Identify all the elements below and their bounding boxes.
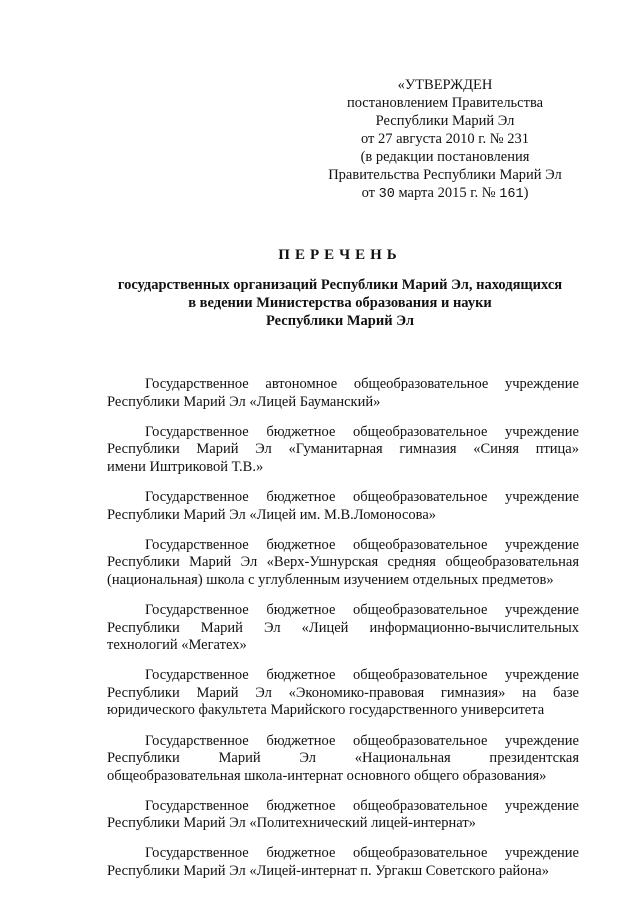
list-item-line: Республики Марий Эл «Лицей-интернат п. Ургакш Советского района» [107,863,549,880]
approval-day-value: 30 [378,187,395,202]
list-item-line: Государственное бюджетное общеобразовательное учреждение [145,423,579,440]
approval-line-2: постановлением Правительства [346,95,544,111]
approval-line-4: от 27 августа 2010 г. № 231 [360,131,530,147]
list-item [107,798,579,833]
list-item-line: Республики Марий Эл «Гуманитарная гимназия «Синяя птица» [107,441,579,458]
list-item-line: Государственное бюджетное общеобразовательное учреждение [145,536,579,553]
approval-line-7-mid: марта 2015 г. № [394,185,500,201]
list-item-line: Государственное бюджетное общеобразовательное учреждение [145,732,579,749]
list-item-line: Государственное бюджетное общеобразовательное учреждение [145,797,579,814]
list-item-line: Государственное бюджетное общеобразовательное учреждение [145,667,579,684]
list-item-line: Республики Марий Эл «Лицей информационно-вычислительных [107,619,579,636]
organization-list [107,376,579,893]
approval-line-1: «УТВЕРЖДЕН [397,77,493,93]
approval-line-3: Республики Марий Эл [375,113,515,129]
approval-line-7-prefix: от [361,185,379,201]
list-item [107,602,579,655]
list-item [107,376,579,411]
approval-block [320,76,570,204]
subtitle-line-2: в ведении Министерства образования и науки [188,295,492,311]
list-item-line: Государственное бюджетное общеобразовательное учреждение [145,488,579,505]
list-item-line: Республики Марий Эл «Верх-Ушнурская средняя общеобразовательная [107,554,579,571]
list-item-line: Республики Марий Эл «Политехнический лицей-интернат» [107,815,476,832]
list-item-line: технологий «Мегатех» [107,637,247,654]
list-item [107,667,579,720]
list-item-line: (национальная) школа с углубленным изучением отдельных предметов» [107,571,554,588]
approval-line-5: (в редакции постановления [360,149,530,165]
list-item-line: Республики Марий Эл «Лицей Бауманский» [107,393,381,410]
list-item-line: общеобразовательная школа-интернат основного общего образования» [107,767,547,784]
approval-number-value: 161 [499,187,524,202]
approval-line-7-suffix: ) [523,185,529,201]
list-item-line: Государственное бюджетное общеобразовательное учреждение [145,845,579,862]
list-item [107,424,579,477]
approval-line-7 [320,184,570,204]
document-subtitle [100,276,580,330]
subtitle-line-3: Республики Марий Эл [266,313,414,329]
list-item-line: Республики Марий Эл «Лицей им. М.В.Ломоносова» [107,506,437,523]
approval-line-6: Правительства Республики Марий Эл [328,167,562,183]
list-item [107,733,579,786]
list-item-line: Республики Марий Эл «Экономико-правовая гимназия» на базе [107,684,579,701]
list-item [107,489,579,524]
document-title: ПЕРЕЧЕНЬ [278,247,402,263]
list-item-line: Государственное бюджетное общеобразовательное учреждение [145,601,579,618]
list-item-line: Республики Марий Эл «Национальная президентская [107,750,579,767]
subtitle-line-1: государственных организаций Республики Марий Эл, находящихся [117,277,563,293]
list-item [107,845,579,880]
list-item-line: юридического факультета Марийского государственного университета [107,702,545,719]
list-item-line: имени Иштриковой Т.В.» [107,458,264,475]
list-item-line: Государственное автономное общеобразовательное учреждение [145,376,579,392]
list-item [107,537,579,590]
